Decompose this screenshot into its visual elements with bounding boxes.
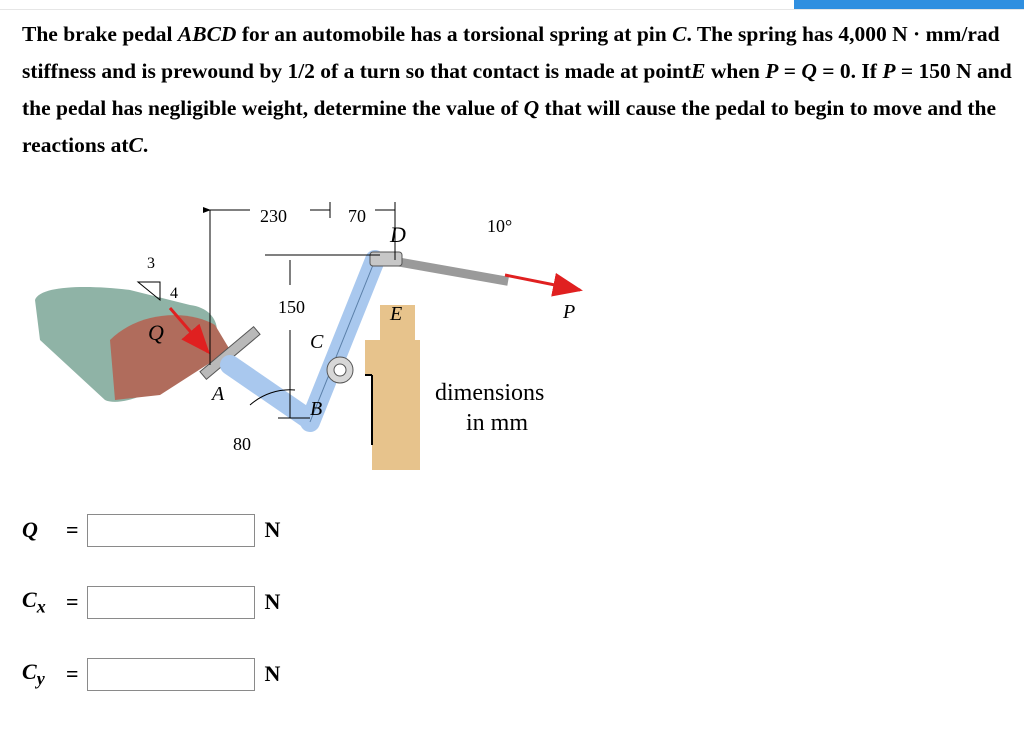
slope-3: 3 — [147, 255, 155, 272]
equals-sign: = — [66, 661, 79, 686]
answer-label-cx: $C_x$ — [22, 586, 46, 617]
dim-70: 70 — [348, 206, 366, 226]
answer-input-cx[interactable] — [87, 586, 255, 619]
answer-row-cy — [22, 654, 280, 694]
force-p-arrow — [505, 275, 580, 290]
answer-input-q[interactable] — [87, 514, 255, 547]
slope-4: 4 — [170, 285, 178, 302]
dimensions-note-1: dimensions — [435, 380, 545, 406]
dimensions-note-2: in mm — [466, 410, 529, 436]
dim-230: 230 — [260, 206, 287, 226]
label-p: P — [563, 301, 576, 323]
wall-bracket — [365, 305, 420, 470]
equals-sign: = — [66, 589, 79, 614]
label-e: E — [390, 303, 403, 325]
label-c: C — [310, 331, 324, 353]
top-accent-bar — [794, 0, 1024, 9]
label-q: Q — [148, 320, 164, 345]
unit-cy: N — [264, 661, 281, 686]
unit-cx: N — [264, 589, 281, 614]
unit-q: N — [264, 517, 281, 542]
question-text: The brake pedal ABCD for an automobile has a torsional spring at pin C. The spring has 4,000 N · mm/rad stiffness and is prewound by 1/2 of a turn so that contact is made at pointE when P = Q = 0. If P = 150 N and the pedal has negligible weight, determine the value of Q that will cause the pedal to begin to move and the reactions atC. — [22, 22, 1012, 157]
answer-row-cx — [22, 582, 280, 622]
label-a: A — [212, 383, 225, 405]
dim-150: 150 — [278, 297, 305, 317]
dim-80: 80 — [233, 434, 251, 454]
push-rod — [389, 256, 509, 286]
top-divider — [0, 9, 1024, 10]
label-d: D — [390, 222, 406, 247]
answer-row-q — [22, 510, 280, 550]
angle-label: 10° — [487, 216, 513, 236]
answer-input-cy[interactable] — [87, 658, 255, 691]
equals-sign: = — [66, 517, 79, 542]
brake-pedal-figure — [20, 190, 620, 470]
answer-label-q: Q — [22, 517, 38, 542]
label-b: B — [310, 398, 323, 420]
answer-label-cy: $C_y$ — [22, 658, 45, 689]
